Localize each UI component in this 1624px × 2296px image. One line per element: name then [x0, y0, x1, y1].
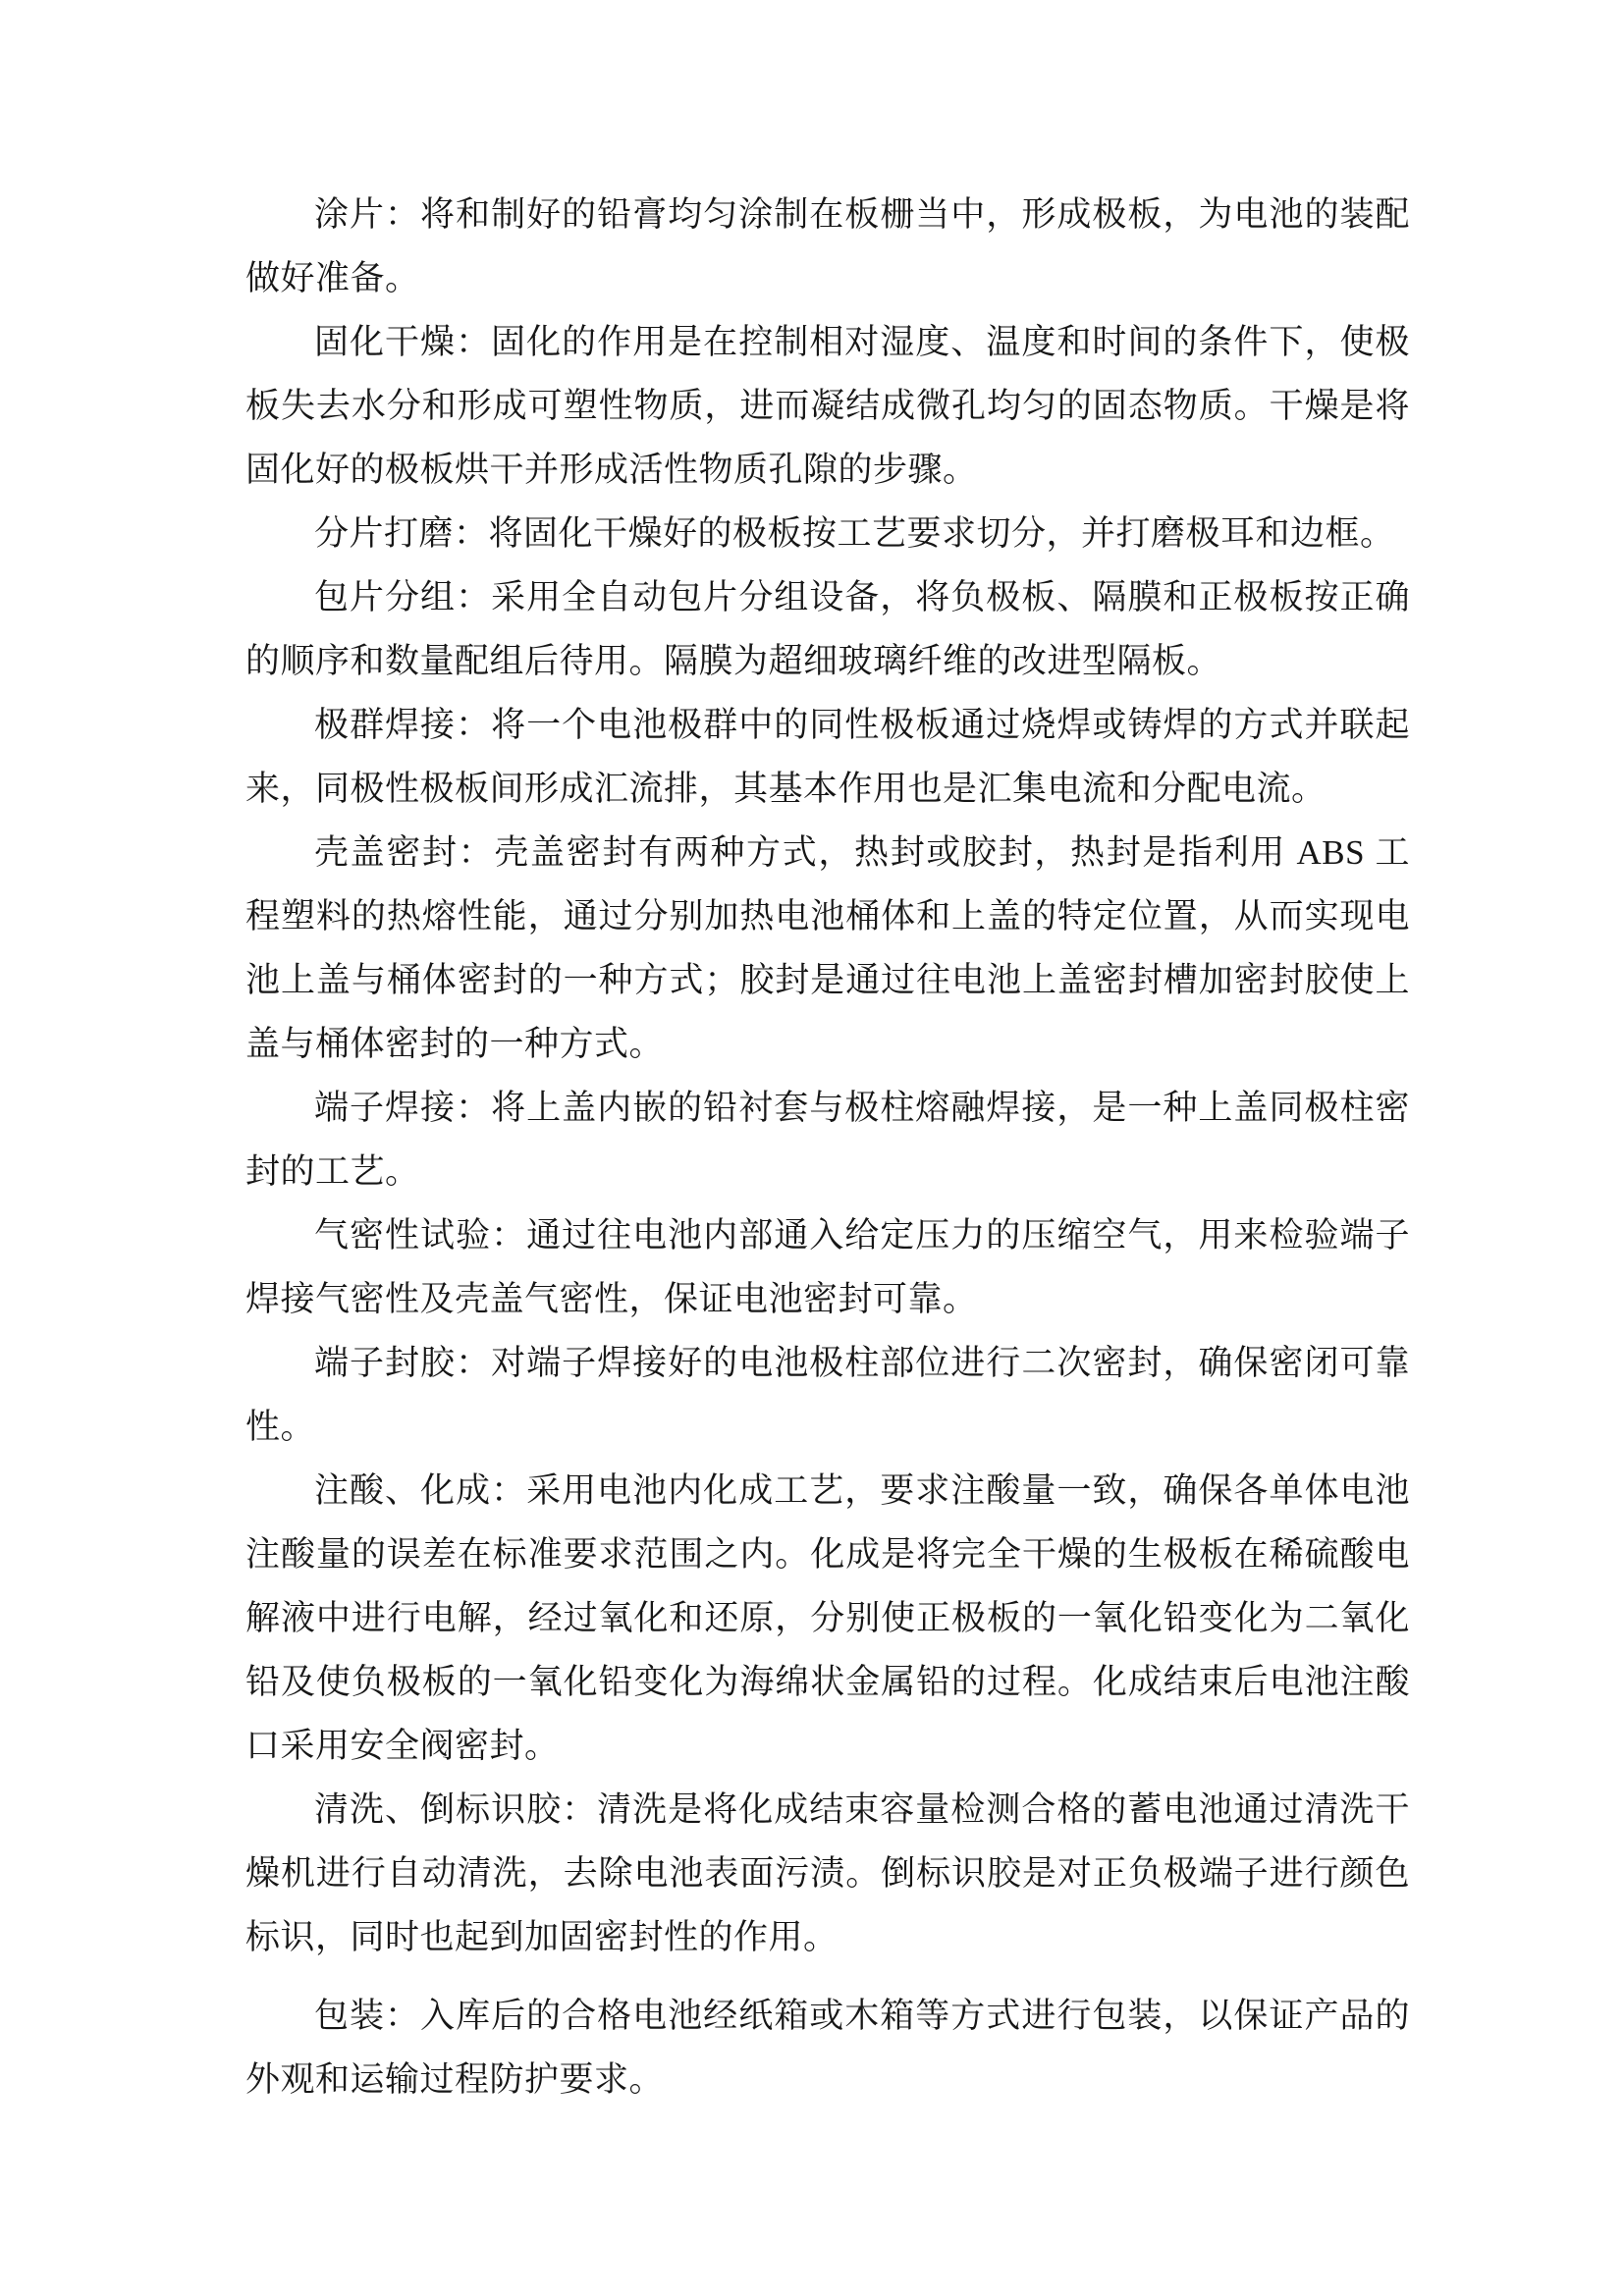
- paragraph-case-cover-sealing: 壳盖密封：壳盖密封有两种方式，热封或胶封，热封是指利用 ABS 工程塑料的热熔性能，通过分别加热电池桶体和上盖的特定位置，从而实现电池上盖与桶体密封的一种方式；胶封是通过往电池上盖密封槽加密封胶使上盖与桶体密封的一种方式。: [245, 833, 1410, 1063]
- paragraph-packaging: 包装：入库后的合格电池经纸箱或木箱等方式进行包装，以保证产品的外观和运输过程防护要求。: [245, 1997, 1410, 2099]
- paragraph-airtightness-test: 气密性试验：通过往电池内部通入给定压力的压缩空气，用来检验端子焊接气密性及壳盖气密性，保证电池密封可靠。: [245, 1216, 1410, 1318]
- paragraph-coating: 涂片：将和制好的铅膏均匀涂制在板栅当中，形成极板，为电池的装配做好准备。: [245, 195, 1410, 297]
- paragraph-wrapping-grouping: 包片分组：采用全自动包片分组设备，将负极板、隔膜和正极板按正确的顺序和数量配组后待用。隔膜为超细玻璃纤维的改进型隔板。: [245, 578, 1410, 680]
- paragraph-curing-drying: 固化干燥：固化的作用是在控制相对湿度、温度和时间的条件下，使极板失去水分和形成可塑性物质，进而凝结成微孔均匀的固态物质。干燥是将固化好的极板烘干并形成活性物质孔隙的步骤。: [245, 323, 1410, 489]
- paragraph-terminal-welding: 端子焊接：将上盖内嵌的铅衬套与极柱熔融焊接，是一种上盖同极柱密封的工艺。: [245, 1089, 1410, 1191]
- paragraph-terminal-sealing: 端子封胶：对端子焊接好的电池极柱部位进行二次密封，确保密闭可靠性。: [245, 1344, 1410, 1446]
- paragraph-acid-filling-formation: 注酸、化成：采用电池内化成工艺，要求注酸量一致，确保各单体电池注酸量的误差在标准要求范围之内。化成是将完全干燥的生极板在稀硫酸电解液中进行电解，经过氧化和还原，分别使正极板的一氧化铅变化为二氧化铅及使负极板的一氧化铅变化为海绵状金属铅的过程。化成结束后电池注酸口采用安全阀密封。: [245, 1471, 1410, 1765]
- paragraph-group-welding: 极群焊接：将一个电池极群中的同性极板通过烧焊或铸焊的方式并联起来，同极性极板间形成汇流排，其基本作用也是汇集电流和分配电流。: [245, 706, 1410, 808]
- paragraph-cutting-polishing: 分片打磨：将固化干燥好的极板按工艺要求切分，并打磨极耳和边框。: [314, 514, 1395, 553]
- document-body: [245, 183, 1410, 2111]
- paragraph-cleaning-labeling: 清洗、倒标识胶：清洗是将化成结束容量检测合格的蓄电池通过清洗干燥机进行自动清洗，去除电池表面污渍。倒标识胶是对正负极端子进行颜色标识，同时也起到加固密封性的作用。: [245, 1790, 1410, 1956]
